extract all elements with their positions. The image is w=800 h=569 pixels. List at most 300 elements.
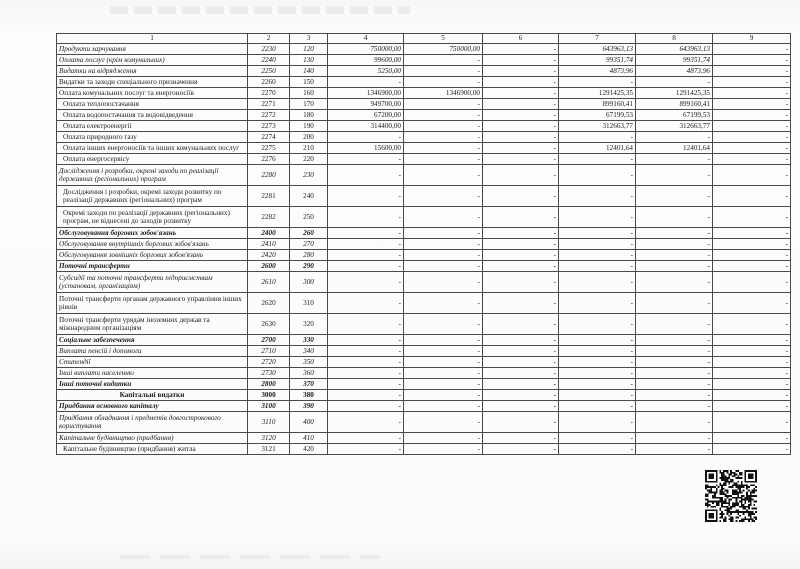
table-body bbox=[57, 44, 791, 455]
table-row bbox=[57, 379, 791, 390]
row-value: - bbox=[713, 132, 791, 143]
row-value: - bbox=[636, 77, 713, 88]
row-value: - bbox=[636, 335, 713, 346]
row-code: 2230 bbox=[248, 44, 290, 55]
row-line-code: 420 bbox=[290, 444, 328, 455]
row-value: - bbox=[636, 132, 713, 143]
row-line-code: 350 bbox=[290, 357, 328, 368]
row-value: - bbox=[328, 401, 404, 412]
table-row bbox=[57, 346, 791, 357]
row-value: - bbox=[404, 239, 483, 250]
row-name: Видатки на відрядження bbox=[57, 66, 248, 77]
row-code: 2800 bbox=[248, 379, 290, 390]
row-value: - bbox=[636, 165, 713, 186]
row-value: - bbox=[713, 412, 791, 433]
row-value: - bbox=[713, 99, 791, 110]
row-value: - bbox=[328, 228, 404, 239]
row-value: - bbox=[636, 444, 713, 455]
row-value: - bbox=[713, 390, 791, 401]
row-line-code: 320 bbox=[290, 314, 328, 335]
table-row bbox=[57, 132, 791, 143]
row-value: - bbox=[328, 250, 404, 261]
row-value: - bbox=[328, 444, 404, 455]
row-line-code: 340 bbox=[290, 346, 328, 357]
table-row bbox=[57, 110, 791, 121]
row-value: - bbox=[328, 357, 404, 368]
row-line-code: 200 bbox=[290, 132, 328, 143]
row-line-code: 240 bbox=[290, 186, 328, 207]
row-code: 2600 bbox=[248, 261, 290, 272]
row-value: 312663,77 bbox=[559, 121, 636, 132]
row-value: - bbox=[713, 88, 791, 99]
row-name: Інші поточні видатки bbox=[57, 379, 248, 390]
row-value: - bbox=[636, 207, 713, 228]
row-value: - bbox=[328, 379, 404, 390]
row-line-code: 210 bbox=[290, 143, 328, 154]
row-code: 2270 bbox=[248, 88, 290, 99]
row-value: - bbox=[636, 379, 713, 390]
row-code: 2400 bbox=[248, 228, 290, 239]
row-value: 4873,96 bbox=[559, 66, 636, 77]
row-value: - bbox=[636, 390, 713, 401]
row-value: - bbox=[559, 186, 636, 207]
row-name: Виплата пенсій і допомоги bbox=[57, 346, 248, 357]
row-value: - bbox=[636, 239, 713, 250]
row-code: 2730 bbox=[248, 368, 290, 379]
row-line-code: 150 bbox=[290, 77, 328, 88]
row-value: - bbox=[713, 239, 791, 250]
row-value: 99351,74 bbox=[636, 55, 713, 66]
row-line-code: 400 bbox=[290, 412, 328, 433]
table-row bbox=[57, 186, 791, 207]
row-value: 5250,00 bbox=[328, 66, 404, 77]
row-name: Оплата водопостачання та водовідведення bbox=[57, 110, 248, 121]
row-value: - bbox=[713, 66, 791, 77]
row-value: - bbox=[483, 293, 559, 314]
row-value: - bbox=[404, 444, 483, 455]
row-value: - bbox=[559, 239, 636, 250]
row-value: - bbox=[404, 66, 483, 77]
row-code: 2275 bbox=[248, 143, 290, 154]
row-value: - bbox=[483, 88, 559, 99]
row-value: - bbox=[713, 165, 791, 186]
row-value: - bbox=[404, 207, 483, 228]
table-row bbox=[57, 412, 791, 433]
row-value: - bbox=[636, 272, 713, 293]
row-value: - bbox=[483, 401, 559, 412]
row-name: Поточні трансферти урядам іноземних держав та міжнародним організаціям bbox=[57, 314, 248, 335]
row-value: - bbox=[328, 165, 404, 186]
row-value: - bbox=[328, 346, 404, 357]
row-code: 2700 bbox=[248, 335, 290, 346]
row-value: 312663,77 bbox=[636, 121, 713, 132]
table-row bbox=[57, 433, 791, 444]
row-name: Обслуговування боргових зобов'язань bbox=[57, 228, 248, 239]
row-value: - bbox=[636, 433, 713, 444]
row-name: Оплата природного газу bbox=[57, 132, 248, 143]
table-row bbox=[57, 88, 791, 99]
table-row bbox=[57, 368, 791, 379]
row-value: - bbox=[483, 314, 559, 335]
table-row bbox=[57, 239, 791, 250]
row-value: - bbox=[483, 186, 559, 207]
row-value: - bbox=[636, 261, 713, 272]
row-value: 67199,53 bbox=[636, 110, 713, 121]
row-value: - bbox=[328, 154, 404, 165]
row-line-code: 360 bbox=[290, 368, 328, 379]
row-value: - bbox=[559, 379, 636, 390]
row-value: - bbox=[483, 261, 559, 272]
row-value: - bbox=[483, 335, 559, 346]
table-row bbox=[57, 357, 791, 368]
row-name: Окремі заходи по реалізації державних (регіональних) програм, не віднесені до заходів розвитку bbox=[57, 207, 248, 228]
row-value: - bbox=[328, 293, 404, 314]
row-value: - bbox=[483, 412, 559, 433]
row-value: - bbox=[404, 132, 483, 143]
row-value: - bbox=[713, 368, 791, 379]
row-value: - bbox=[328, 433, 404, 444]
row-value: - bbox=[328, 132, 404, 143]
row-value: 15600,00 bbox=[328, 143, 404, 154]
row-value: - bbox=[483, 207, 559, 228]
row-value: - bbox=[559, 444, 636, 455]
row-value: - bbox=[713, 346, 791, 357]
row-value: 4873,96 bbox=[636, 66, 713, 77]
row-value: - bbox=[713, 401, 791, 412]
row-value: - bbox=[404, 228, 483, 239]
row-line-code: 120 bbox=[290, 44, 328, 55]
row-value: - bbox=[636, 228, 713, 239]
row-value: - bbox=[713, 154, 791, 165]
row-value: 12401,64 bbox=[559, 143, 636, 154]
row-line-code: 270 bbox=[290, 239, 328, 250]
row-value: - bbox=[404, 357, 483, 368]
row-value: - bbox=[404, 110, 483, 121]
row-value: - bbox=[636, 250, 713, 261]
row-value: - bbox=[636, 293, 713, 314]
row-name: Оплата енергосервісу bbox=[57, 154, 248, 165]
bleed-through-text-bottom bbox=[120, 555, 380, 559]
row-value: - bbox=[713, 357, 791, 368]
column-header: 4 bbox=[328, 34, 404, 44]
row-value: - bbox=[483, 132, 559, 143]
row-value: - bbox=[483, 379, 559, 390]
row-name: Поточні трансферти органам державного управління інших рівнів bbox=[57, 293, 248, 314]
row-line-code: 140 bbox=[290, 66, 328, 77]
row-value: - bbox=[404, 379, 483, 390]
column-header: 9 bbox=[713, 34, 791, 44]
row-value: - bbox=[713, 272, 791, 293]
row-value: - bbox=[559, 228, 636, 239]
row-code: 2610 bbox=[248, 272, 290, 293]
table-row bbox=[57, 154, 791, 165]
column-number-row bbox=[57, 34, 791, 44]
row-value: - bbox=[404, 154, 483, 165]
row-name: Оплата послуг (крім комунальних) bbox=[57, 55, 248, 66]
row-value: 1346900,00 bbox=[328, 88, 404, 99]
row-value: - bbox=[559, 433, 636, 444]
row-value: - bbox=[483, 110, 559, 121]
row-name: Дослідження і розробки, окремі заходи розвитку по реалізації державних (регіональних) програм bbox=[57, 186, 248, 207]
row-line-code: 410 bbox=[290, 433, 328, 444]
table-row bbox=[57, 121, 791, 132]
row-value: - bbox=[404, 368, 483, 379]
row-value: - bbox=[713, 444, 791, 455]
row-code: 3110 bbox=[248, 412, 290, 433]
row-value: - bbox=[559, 250, 636, 261]
row-name: Придбання обладнання і предметів довгострокового користування bbox=[57, 412, 248, 433]
row-code: 2250 bbox=[248, 66, 290, 77]
row-value: - bbox=[559, 77, 636, 88]
row-value: - bbox=[404, 272, 483, 293]
table-row bbox=[57, 293, 791, 314]
table-row bbox=[57, 250, 791, 261]
row-value: 314400,00 bbox=[328, 121, 404, 132]
row-value: - bbox=[328, 186, 404, 207]
row-value: - bbox=[328, 77, 404, 88]
row-value: - bbox=[636, 412, 713, 433]
row-name: Дослідження і розробки, окремі заходи по реалізації державних (регіональних) програм bbox=[57, 165, 248, 186]
row-value: - bbox=[713, 261, 791, 272]
row-value: 899160,41 bbox=[636, 99, 713, 110]
row-value: - bbox=[483, 368, 559, 379]
table-row bbox=[57, 99, 791, 110]
column-header: 8 bbox=[636, 34, 713, 44]
row-code: 2280 bbox=[248, 165, 290, 186]
row-value: - bbox=[559, 314, 636, 335]
row-value: - bbox=[713, 379, 791, 390]
row-value: - bbox=[713, 55, 791, 66]
row-value: 643963,13 bbox=[559, 44, 636, 55]
row-value: - bbox=[404, 186, 483, 207]
row-value: - bbox=[328, 390, 404, 401]
row-value: - bbox=[559, 165, 636, 186]
row-line-code: 180 bbox=[290, 110, 328, 121]
column-header: 5 bbox=[404, 34, 483, 44]
row-value: - bbox=[713, 250, 791, 261]
row-value: - bbox=[404, 250, 483, 261]
row-name: Стипендії bbox=[57, 357, 248, 368]
table-row bbox=[57, 66, 791, 77]
row-value: - bbox=[559, 412, 636, 433]
row-value: - bbox=[404, 390, 483, 401]
table-row bbox=[57, 44, 791, 55]
budget-expenditure-table bbox=[56, 33, 791, 455]
row-value: 643963,13 bbox=[636, 44, 713, 55]
row-code: 3000 bbox=[248, 390, 290, 401]
row-line-code: 280 bbox=[290, 250, 328, 261]
row-code: 2420 bbox=[248, 250, 290, 261]
column-header: 1 bbox=[57, 34, 248, 44]
row-code: 2410 bbox=[248, 239, 290, 250]
row-value: - bbox=[713, 186, 791, 207]
row-value: 949700,00 bbox=[328, 99, 404, 110]
row-value: - bbox=[328, 207, 404, 228]
row-value: - bbox=[404, 401, 483, 412]
row-line-code: 190 bbox=[290, 121, 328, 132]
table-row bbox=[57, 143, 791, 154]
row-value: - bbox=[559, 357, 636, 368]
row-value: - bbox=[559, 272, 636, 293]
row-code: 2260 bbox=[248, 77, 290, 88]
row-value: - bbox=[713, 293, 791, 314]
row-name: Капітальні видатки bbox=[57, 390, 248, 401]
row-value: - bbox=[559, 132, 636, 143]
qr-code bbox=[705, 470, 757, 522]
row-value: - bbox=[404, 55, 483, 66]
row-line-code: 390 bbox=[290, 401, 328, 412]
table-row bbox=[57, 390, 791, 401]
row-value: 99600,00 bbox=[328, 55, 404, 66]
table-row bbox=[57, 165, 791, 186]
row-value: - bbox=[483, 66, 559, 77]
row-value: - bbox=[713, 335, 791, 346]
row-value: - bbox=[483, 239, 559, 250]
table-row bbox=[57, 444, 791, 455]
row-value: - bbox=[559, 368, 636, 379]
row-value: - bbox=[713, 143, 791, 154]
row-value: - bbox=[328, 239, 404, 250]
row-line-code: 130 bbox=[290, 55, 328, 66]
row-name: Соціальне забезпечення bbox=[57, 335, 248, 346]
row-line-code: 330 bbox=[290, 335, 328, 346]
row-name: Оплата теплопостачання bbox=[57, 99, 248, 110]
row-value: - bbox=[483, 346, 559, 357]
row-value: - bbox=[483, 272, 559, 293]
row-value: 1291425,35 bbox=[559, 88, 636, 99]
row-value: - bbox=[636, 368, 713, 379]
row-name: Поточні трансферти bbox=[57, 261, 248, 272]
row-value: 99351,74 bbox=[559, 55, 636, 66]
row-value: - bbox=[483, 444, 559, 455]
table-row bbox=[57, 228, 791, 239]
row-value: - bbox=[559, 154, 636, 165]
row-name: Оплата інших енергоносіїв та інших комунальних послуг bbox=[57, 143, 248, 154]
table-row bbox=[57, 261, 791, 272]
row-value: - bbox=[559, 207, 636, 228]
row-line-code: 220 bbox=[290, 154, 328, 165]
row-line-code: 380 bbox=[290, 390, 328, 401]
row-code: 2272 bbox=[248, 110, 290, 121]
row-value: - bbox=[404, 165, 483, 186]
row-line-code: 260 bbox=[290, 228, 328, 239]
row-value: - bbox=[713, 314, 791, 335]
table-row bbox=[57, 314, 791, 335]
row-value: - bbox=[559, 261, 636, 272]
row-value: - bbox=[483, 250, 559, 261]
row-value: - bbox=[559, 335, 636, 346]
row-value: - bbox=[328, 261, 404, 272]
column-header: 3 bbox=[290, 34, 328, 44]
row-value: - bbox=[404, 346, 483, 357]
row-name: Видатки та заходи спеціального призначення bbox=[57, 77, 248, 88]
row-value: 12401,64 bbox=[636, 143, 713, 154]
row-name: Обслуговування внутрішніх боргових зобов'язань bbox=[57, 239, 248, 250]
table-row bbox=[57, 55, 791, 66]
row-value: - bbox=[483, 357, 559, 368]
row-value: - bbox=[404, 99, 483, 110]
row-value: - bbox=[328, 368, 404, 379]
column-header: 6 bbox=[483, 34, 559, 44]
row-value: - bbox=[636, 401, 713, 412]
row-value: - bbox=[483, 77, 559, 88]
row-code: 2620 bbox=[248, 293, 290, 314]
row-value: - bbox=[328, 335, 404, 346]
row-value: - bbox=[483, 44, 559, 55]
row-value: - bbox=[328, 272, 404, 293]
row-name: Продукти харчування bbox=[57, 44, 248, 55]
row-value: - bbox=[404, 143, 483, 154]
column-header: 2 bbox=[248, 34, 290, 44]
row-value: - bbox=[404, 77, 483, 88]
row-value: - bbox=[713, 207, 791, 228]
row-value: 750000,00 bbox=[404, 44, 483, 55]
row-value: - bbox=[559, 401, 636, 412]
row-value: - bbox=[483, 165, 559, 186]
table-row bbox=[57, 207, 791, 228]
row-code: 3120 bbox=[248, 433, 290, 444]
row-value: 67199,53 bbox=[559, 110, 636, 121]
row-code: 2710 bbox=[248, 346, 290, 357]
row-value: - bbox=[483, 121, 559, 132]
row-code: 2271 bbox=[248, 99, 290, 110]
row-value: - bbox=[483, 390, 559, 401]
row-value: - bbox=[559, 293, 636, 314]
row-value: 1346900,00 bbox=[404, 88, 483, 99]
row-value: - bbox=[559, 346, 636, 357]
row-name: Обслуговування зовнішніх боргових зобов'язань bbox=[57, 250, 248, 261]
row-code: 3121 bbox=[248, 444, 290, 455]
row-code: 2720 bbox=[248, 357, 290, 368]
table-row bbox=[57, 77, 791, 88]
row-code: 2281 bbox=[248, 186, 290, 207]
table-row bbox=[57, 335, 791, 346]
row-line-code: 310 bbox=[290, 293, 328, 314]
row-value: - bbox=[404, 314, 483, 335]
row-value: - bbox=[483, 154, 559, 165]
row-value: 899160,41 bbox=[559, 99, 636, 110]
row-value: - bbox=[713, 228, 791, 239]
row-value: - bbox=[328, 412, 404, 433]
row-code: 2630 bbox=[248, 314, 290, 335]
row-value: - bbox=[404, 335, 483, 346]
page-footer bbox=[0, 531, 800, 541]
row-name: Субсидії та поточні трансферти підприємствам (установам, організаціям) bbox=[57, 272, 248, 293]
row-value: - bbox=[636, 314, 713, 335]
table-row bbox=[57, 401, 791, 412]
row-line-code: 160 bbox=[290, 88, 328, 99]
bleed-through-text bbox=[110, 6, 410, 14]
row-value: - bbox=[713, 77, 791, 88]
row-code: 3100 bbox=[248, 401, 290, 412]
row-value: 67200,00 bbox=[328, 110, 404, 121]
row-value: - bbox=[404, 433, 483, 444]
row-value: 750000,00 bbox=[328, 44, 404, 55]
row-value: - bbox=[404, 412, 483, 433]
row-value: - bbox=[636, 186, 713, 207]
row-value: - bbox=[713, 110, 791, 121]
row-value: - bbox=[404, 293, 483, 314]
row-name: Придбання основного капіталу bbox=[57, 401, 248, 412]
row-line-code: 250 bbox=[290, 207, 328, 228]
row-name: Капітальне будівництво (придбання) bbox=[57, 433, 248, 444]
row-value: - bbox=[328, 314, 404, 335]
row-value: - bbox=[713, 121, 791, 132]
row-code: 2274 bbox=[248, 132, 290, 143]
table-row bbox=[57, 272, 791, 293]
row-code: 2273 bbox=[248, 121, 290, 132]
row-value: - bbox=[636, 346, 713, 357]
